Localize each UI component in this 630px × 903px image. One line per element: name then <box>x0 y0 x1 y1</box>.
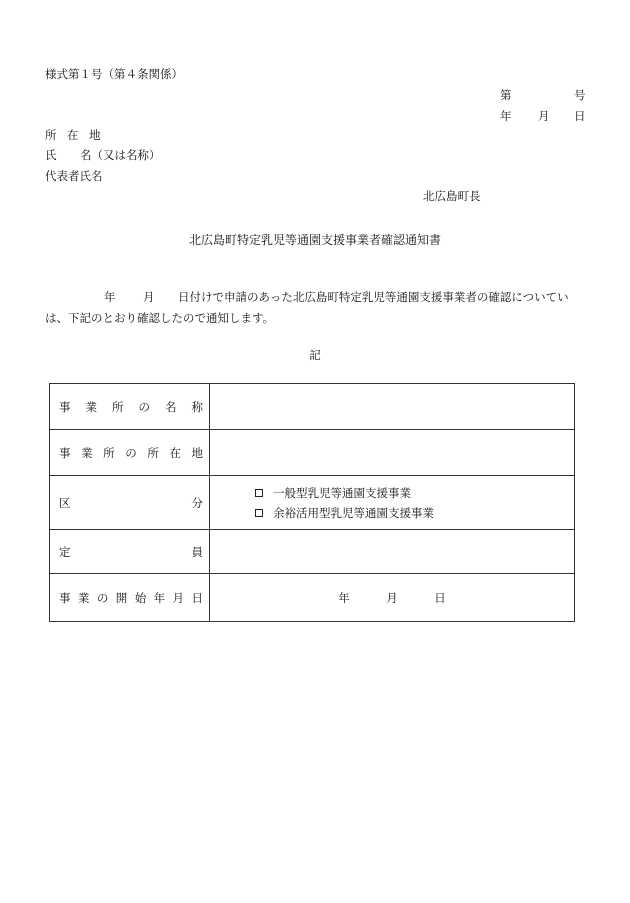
row-label-capacity: 定 員 <box>50 530 210 574</box>
table-row <box>50 430 575 476</box>
body-line2: は、下記のとおり確認したので通知します。 <box>45 311 275 325</box>
ki-heading: 記 <box>309 348 321 362</box>
body-year: 年 <box>104 290 116 304</box>
date-day: 日 <box>574 109 586 123</box>
checkbox-icon <box>255 489 263 497</box>
date-year: 年 <box>500 109 512 123</box>
recipient-name-label: 氏 名（又は名称） <box>45 148 161 162</box>
table-row <box>50 530 575 574</box>
checkbox-icon <box>255 509 263 517</box>
start-date-value: 年 月 日 <box>210 574 575 622</box>
option-general: 一般型乳児等通園支援事業 <box>210 483 574 503</box>
page-title: 北広島町特定乳児等通園支援事業者確認通知書 <box>188 233 441 247</box>
row-label-start-date: 事 業 の 開 始 年 月 日 <box>50 574 210 622</box>
issuer: 北広島町長 <box>423 189 481 203</box>
row-label-category: 区 分 <box>50 476 210 530</box>
doc-number-prefix: 第 <box>500 88 512 102</box>
category-value <box>210 476 575 530</box>
table-row <box>50 574 575 622</box>
doc-number-suffix: 号 <box>574 88 586 102</box>
option-spare-capacity: 余裕活用型乳児等通園支援事業 <box>210 503 574 523</box>
body-month: 月 <box>143 290 155 304</box>
row-label-facility-address: 事 業 所 の 所 在 地 <box>50 430 210 476</box>
capacity-value <box>210 530 575 574</box>
row-label-facility-name: 事 業 所 の 名 称 <box>50 384 210 430</box>
representative-label: 代表者氏名 <box>45 169 103 183</box>
table-row <box>50 476 575 530</box>
body-line1: 日付けで申請のあった北広島町特定乳児等通園支援事業者の確認についてい <box>178 290 569 304</box>
facility-address-value <box>210 430 575 476</box>
table-row <box>50 384 575 430</box>
confirmation-table <box>49 383 575 622</box>
facility-name-value <box>210 384 575 430</box>
recipient-address-label: 所 在 地 <box>45 128 101 142</box>
date-month: 月 <box>538 109 550 123</box>
form-number: 様式第１号（第４条関係） <box>45 67 183 81</box>
